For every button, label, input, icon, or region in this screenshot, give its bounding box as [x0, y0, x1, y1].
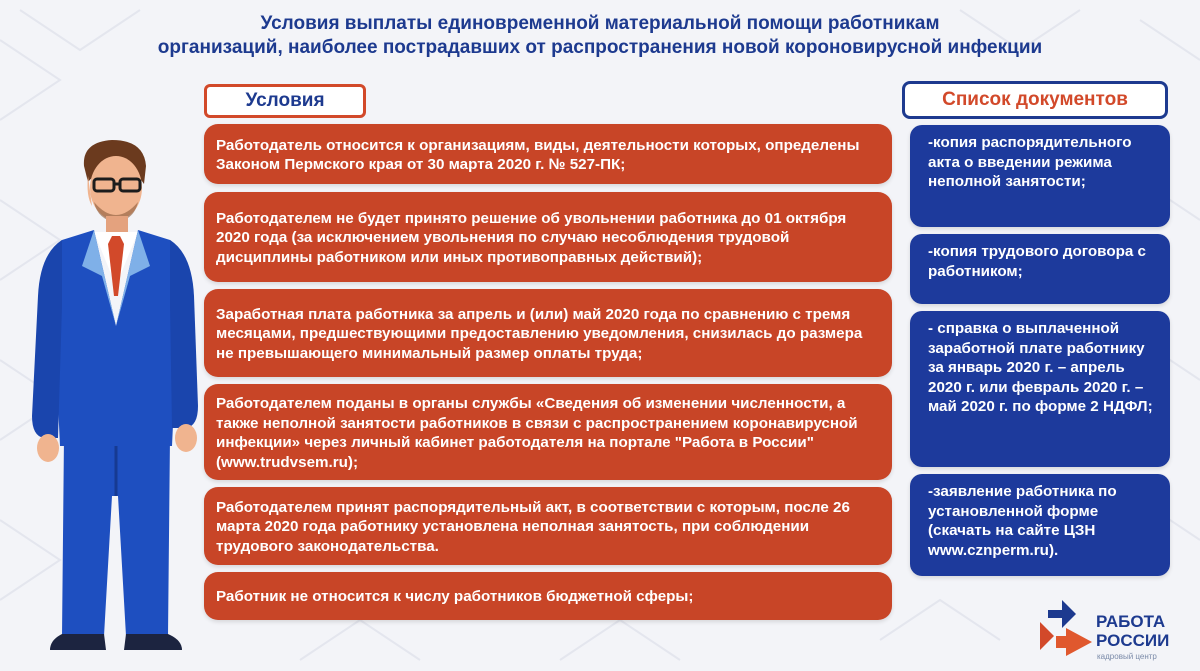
logo-text-line-2: РОССИИ	[1096, 631, 1170, 650]
condition-text: Работник не относится к числу работников бюджетной сферы;	[216, 588, 694, 606]
condition-item-5	[204, 487, 892, 565]
title-line-2: организаций, наиболее пострадавших от распространения новой короновирусной инфекции	[157, 37, 1043, 58]
logo-subtitle: кадровый центр	[1097, 652, 1157, 661]
condition-item-6	[204, 572, 892, 620]
page-title	[60, 12, 1140, 60]
condition-text: Работодателем не будет принято решение об увольнении работника до 01 октября 2020 года (за исключением увольнения по случаю несоблюдения трудовой дисциплины работником или иных противоправных действий);	[216, 209, 847, 266]
document-item-4	[910, 474, 1170, 576]
condition-text: Заработная плата работника за апрель и (или) май 2020 года по сравнению с тремя месяцами, предшествующими предоставлению уведомления, снизилась до размера не превышающего минимальный размер оплаты труда;	[216, 305, 863, 362]
condition-item-3	[204, 289, 892, 377]
condition-item-1	[204, 124, 892, 184]
title-line-1: Условия выплаты единовременной материальной помощи работникам	[260, 13, 940, 34]
document-item-3	[910, 311, 1170, 467]
document-text: -копия распорядительного акта о введении режима неполной занятости;	[928, 134, 1132, 190]
condition-item-2	[204, 192, 892, 282]
logo-text-line-1: РАБОТА	[1096, 612, 1166, 631]
conditions-header: Условия	[204, 84, 366, 118]
rabota-rossii-logo	[1040, 598, 1190, 668]
logo-arrows-icon	[1040, 600, 1092, 656]
businessman-illustration	[22, 136, 200, 656]
documents-header: Список документов	[902, 81, 1168, 119]
document-text: -копия трудового договора с работником;	[928, 243, 1146, 280]
document-text: -заявление работника по установленной форме (скачать на сайте ЦЗН www.cznperm.ru).	[928, 483, 1117, 559]
document-text: - справка о выплаченной заработной плате работнику за январь 2020 г. – апрель 2020 г. или февраль 2020 г. – май 2020 г. по форме 2 НДФЛ;	[928, 320, 1153, 415]
condition-text: Работодателем поданы в органы службы «Сведения об изменении численности, а также неполной занятости работников в связи с распространением коронавирусной инфекции» через личный кабинет работодателя на портале "Работа в России" (www.trudvsem.ru);	[216, 395, 858, 471]
condition-text: Работодатель относится к организациям, виды, деятельности которых, определены Законом Пермского края от 30 марта 2020 г. № 527-ПК;	[216, 136, 860, 173]
document-item-1	[910, 125, 1170, 227]
condition-text: Работодателем принят распорядительный акт, в соответствии с которым, после 26 марта 2020 года работнику установлена неполная занятость, при соблюдении трудового законодательства.	[216, 498, 850, 555]
document-item-2	[910, 234, 1170, 304]
condition-item-4	[204, 384, 892, 480]
